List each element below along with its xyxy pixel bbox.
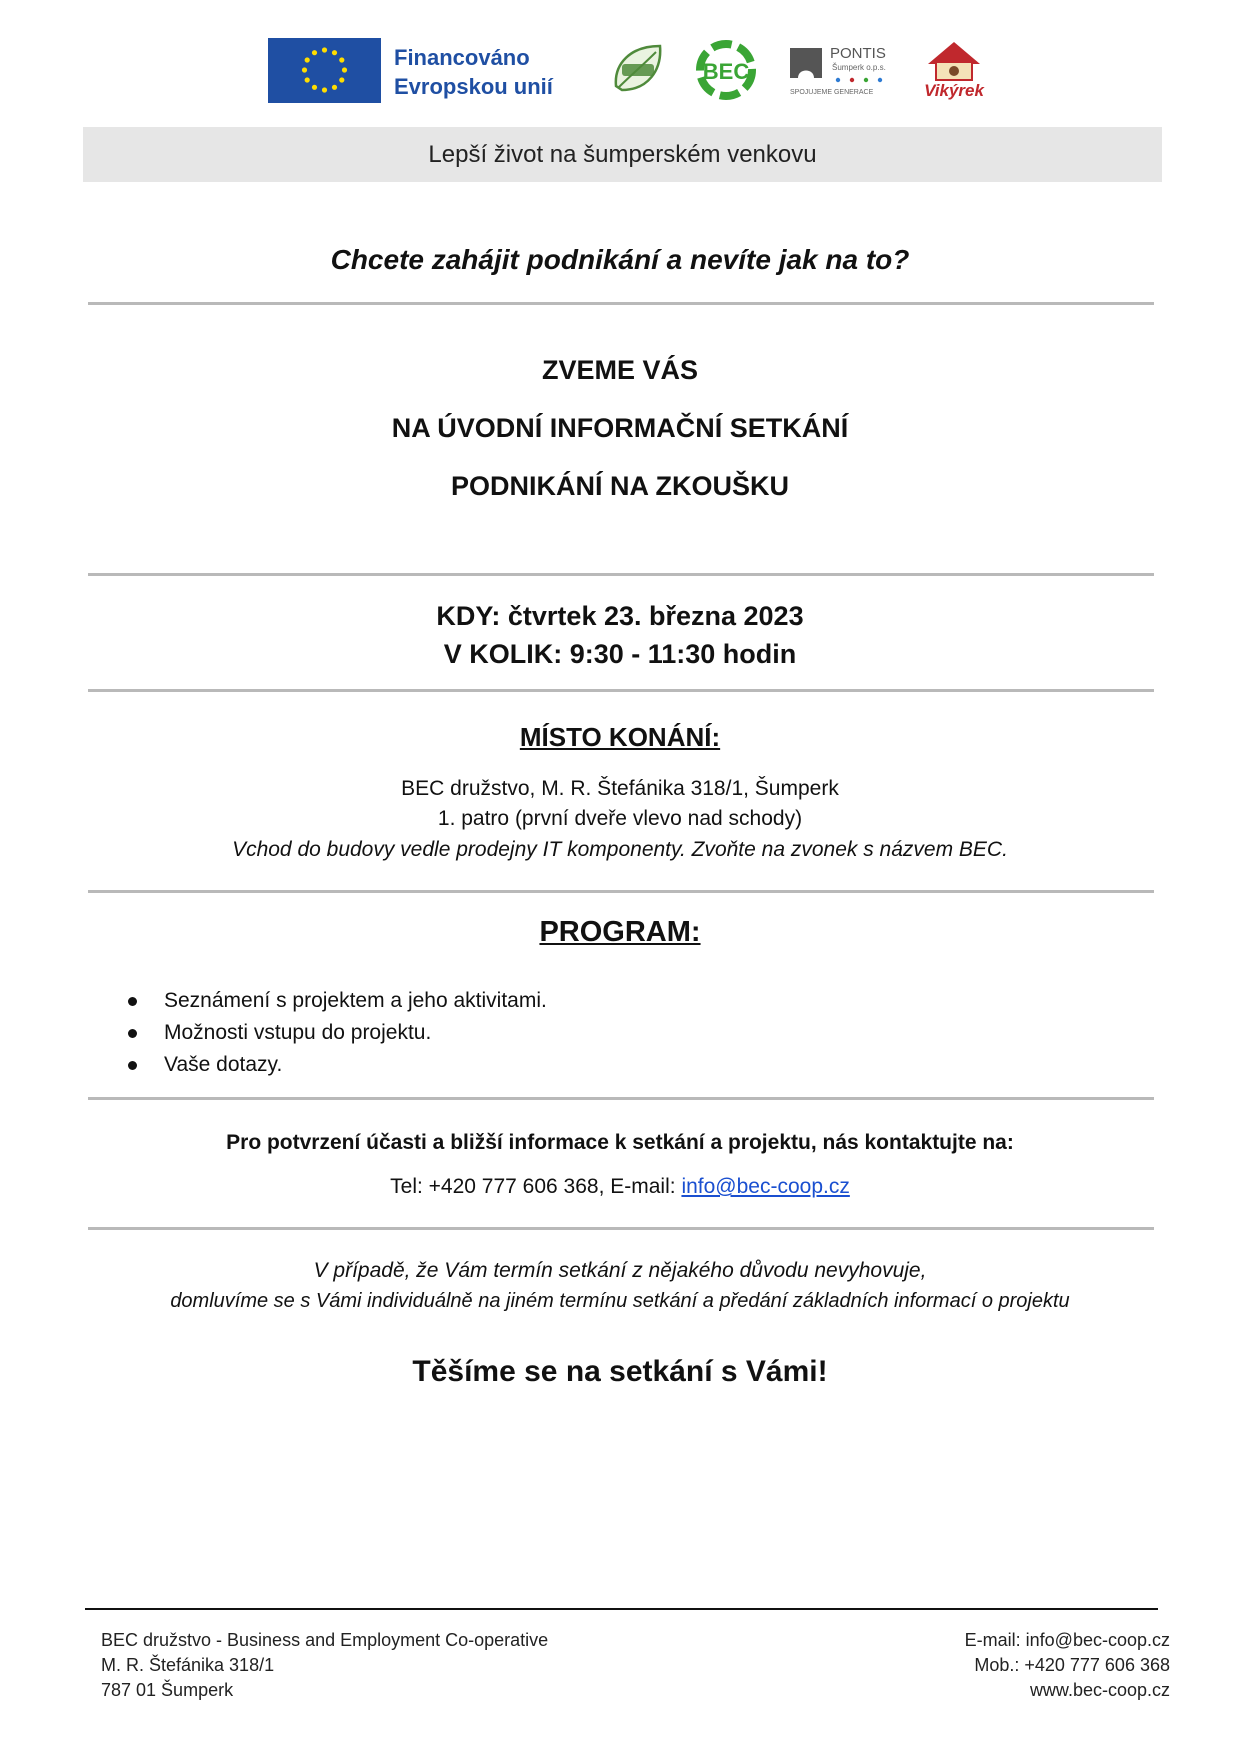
project-title-bar bbox=[83, 127, 1162, 182]
bec-logo-text: BEC bbox=[702, 59, 750, 84]
project-title: Lepší život na šumperském venkovu bbox=[428, 141, 817, 168]
eu-text-line2: Evropskou unií bbox=[394, 74, 553, 99]
leaf-icon bbox=[608, 40, 668, 100]
eu-text-line1: Financováno bbox=[394, 45, 530, 70]
list-item bbox=[124, 985, 1024, 1017]
contact-heading: Pro potvrzení účasti a bližší informace k setkání a projektu, nás kontaktujte na: bbox=[226, 1131, 1014, 1154]
note-line-1: V případě, že Vám termín setkání z nějakého důvodu nevyhovuje, bbox=[313, 1259, 927, 1282]
pontis-name: PONTIS bbox=[830, 45, 886, 62]
closing-text: Těšíme se na setkání s Vámi! bbox=[412, 1355, 828, 1388]
place-floor: 1. patro (první dveře vlevo nad schody) bbox=[437, 807, 803, 830]
bec-logo bbox=[690, 38, 762, 102]
event-time: V KOLIK: 9:30 - 11:30 hodin bbox=[443, 639, 797, 669]
footer-email: E-mail: info@bec-coop.cz bbox=[964, 1630, 1170, 1650]
footer-web: www.bec-coop.cz bbox=[1029, 1680, 1170, 1700]
footer-right bbox=[760, 1628, 1170, 1703]
contact-line bbox=[0, 1172, 1240, 1202]
pontis-bridge-icon bbox=[788, 42, 900, 98]
program-heading: PROGRAM: bbox=[539, 916, 701, 948]
program-item: Seznámení s projektem a jeho aktivitami. bbox=[164, 989, 547, 1012]
footer-left bbox=[101, 1628, 661, 1703]
mas-logo bbox=[608, 40, 668, 100]
bullet-icon bbox=[128, 1029, 137, 1038]
list-item bbox=[124, 1017, 1024, 1049]
footer-street: M. R. Štefánika 318/1 bbox=[101, 1655, 275, 1675]
logo-strip bbox=[268, 38, 990, 108]
eu-flag-logo bbox=[268, 38, 381, 103]
bec-ring-icon bbox=[690, 38, 762, 102]
divider bbox=[88, 1227, 1154, 1230]
bullet-icon bbox=[128, 997, 137, 1006]
divider bbox=[88, 573, 1154, 576]
divider bbox=[88, 689, 1154, 692]
event-date: KDY: čtvrtek 23. března 2023 bbox=[436, 601, 804, 631]
invite-line-2: NA ÚVODNÍ INFORMAČNÍ SETKÁNÍ bbox=[391, 413, 849, 443]
invite-line-3: PODNIKÁNÍ NA ZKOUŠKU bbox=[450, 471, 789, 501]
place-entrance: Vchod do budovy vedle prodejny IT komponenty. Zvoňte na zvonek s názvem BEC. bbox=[232, 838, 1008, 861]
vikyrek-logo bbox=[918, 38, 990, 104]
footer-org: BEC družstvo - Business and Employment Co-operative bbox=[101, 1630, 549, 1650]
pontis-sub: Šumperk o.p.s. bbox=[832, 63, 886, 72]
pontis-tag: SPOJUJEME GENERACE bbox=[790, 89, 874, 96]
footer-phone: Mob.: +420 777 606 368 bbox=[974, 1655, 1170, 1675]
list-item bbox=[124, 1049, 1024, 1081]
intro-question: Chcete zahájit podnikání a nevíte jak na to? bbox=[330, 244, 910, 275]
program-heading-wrap bbox=[0, 912, 1240, 957]
eu-stars-icon bbox=[268, 38, 381, 103]
place-heading: MÍSTO KONÁNÍ: bbox=[519, 722, 721, 752]
divider bbox=[88, 302, 1154, 305]
bullet-icon bbox=[128, 1061, 137, 1070]
divider bbox=[88, 890, 1154, 893]
footer-city: 787 01 Šumperk bbox=[101, 1680, 234, 1700]
program-list bbox=[124, 985, 1024, 1081]
eu-funding-text bbox=[394, 43, 553, 101]
house-icon bbox=[918, 38, 990, 104]
divider bbox=[88, 1097, 1154, 1100]
contact-tel: Tel: +420 777 606 368, E-mail: bbox=[390, 1175, 682, 1198]
pontis-logo bbox=[788, 42, 900, 98]
place-address: BEC družstvo, M. R. Štefánika 318/1, Šumperk bbox=[401, 777, 839, 800]
program-item: Možnosti vstupu do projektu. bbox=[164, 1021, 432, 1044]
place-heading-wrap bbox=[0, 720, 1240, 759]
note-line-2: domluvíme se s Vámi individuálně na jiném termínu setkání a předání základních informací o projektu bbox=[170, 1290, 1070, 1312]
vikyrek-text: Vikýrek bbox=[924, 81, 984, 100]
program-item: Vaše dotazy. bbox=[164, 1053, 283, 1076]
invite-line-1: ZVEME VÁS bbox=[541, 355, 699, 385]
footer-divider bbox=[85, 1608, 1158, 1610]
email-link[interactable]: info@bec-coop.cz bbox=[681, 1175, 850, 1198]
